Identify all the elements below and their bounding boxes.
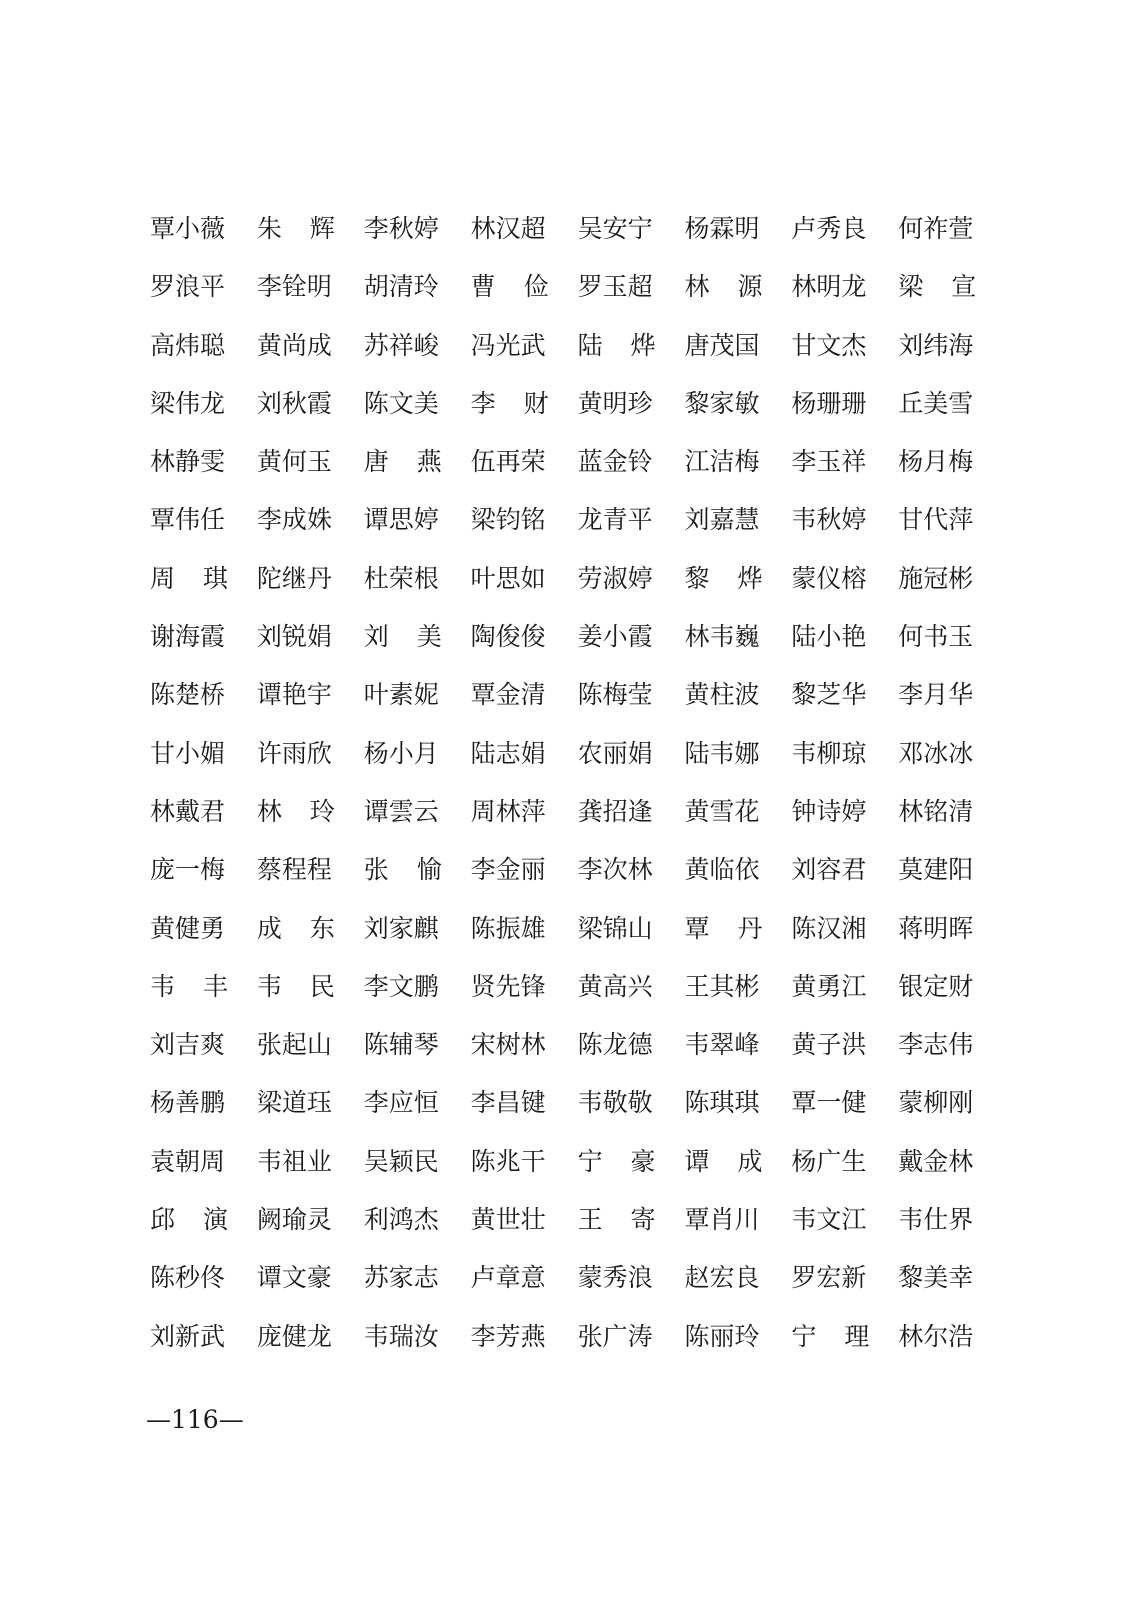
name-entry: 宋树林 xyxy=(470,1030,546,1060)
name-entry: 李成姝 xyxy=(256,505,332,535)
name-entry: 杨珊珊 xyxy=(791,388,867,418)
name-entry: 谭雲云 xyxy=(363,796,439,826)
name-entry: 刘新武 xyxy=(150,1321,226,1351)
name-entry: 刘秋霞 xyxy=(256,388,332,418)
name-entry: 陈丽玲 xyxy=(684,1321,760,1351)
name-entry: 陈琪琪 xyxy=(684,1088,760,1118)
name-entry: 叶思如 xyxy=(470,563,546,593)
name-entry: 宁 理 xyxy=(791,1321,870,1351)
name-entry: 丘美雪 xyxy=(898,388,974,418)
name-entry: 谭 成 xyxy=(684,1146,763,1176)
name-entry: 何书玉 xyxy=(898,622,974,652)
name-entry: 韦文江 xyxy=(791,1205,867,1235)
name-entry: 林汉超 xyxy=(470,214,546,243)
name-entry: 邱 演 xyxy=(150,1205,228,1235)
name-entry: 陈文美 xyxy=(363,388,439,418)
name-entry: 陈龙德 xyxy=(577,1030,653,1060)
name-entry: 甘小媚 xyxy=(150,738,226,768)
name-entry: 江洁梅 xyxy=(684,447,760,477)
name-entry: 陀继丹 xyxy=(256,563,332,593)
name-entry: 朱 辉 xyxy=(256,214,335,243)
name-entry: 李玉祥 xyxy=(791,447,867,477)
name-entry: 钟诗婷 xyxy=(791,796,867,826)
name-entry: 银定财 xyxy=(898,971,974,1001)
name-entry: 韦翠峰 xyxy=(684,1030,760,1060)
name-entry: 伍再荣 xyxy=(470,447,546,477)
name-entry: 谭思婷 xyxy=(363,505,439,535)
name-entry: 利鸿杰 xyxy=(363,1205,439,1235)
name-entry: 刘吉爽 xyxy=(150,1030,226,1060)
name-entry: 贤先锋 xyxy=(470,971,546,1001)
name-entry: 龙青平 xyxy=(577,505,653,535)
name-entry: 韦 民 xyxy=(256,971,335,1001)
name-entry: 覃 丹 xyxy=(684,913,763,943)
name-entry: 蓝金铃 xyxy=(577,447,653,477)
name-entry: 苏家志 xyxy=(363,1263,439,1293)
name-entry: 周林萍 xyxy=(470,796,546,826)
name-entry: 梁 宣 xyxy=(898,272,977,302)
name-entry: 黎芝华 xyxy=(791,680,867,710)
name-entry: 梁伟龙 xyxy=(150,388,226,418)
name-entry: 施冠彬 xyxy=(898,563,974,593)
name-entry: 覃伟任 xyxy=(150,505,226,535)
name-entry: 梁锦山 xyxy=(577,913,653,943)
name-entry: 李 财 xyxy=(470,388,549,418)
name-entry: 覃一健 xyxy=(791,1088,867,1118)
name-entry: 冯光武 xyxy=(470,330,546,360)
name-entry: 宁 豪 xyxy=(577,1146,656,1176)
name-entry: 刘锐娟 xyxy=(256,622,332,652)
name-entry: 李金丽 xyxy=(470,855,546,885)
name-entry: 黎 烨 xyxy=(684,563,763,593)
name-entry: 陈楚桥 xyxy=(150,680,226,710)
name-entry: 梁钧铭 xyxy=(470,505,546,535)
name-entry: 韦柳琼 xyxy=(791,738,867,768)
name-entry: 韦 丰 xyxy=(150,971,228,1001)
name-entry: 王其彬 xyxy=(684,971,760,1001)
name-entry: 李次林 xyxy=(577,855,653,885)
name-entry: 叶素妮 xyxy=(363,680,439,710)
name-entry: 袁朝周 xyxy=(150,1146,226,1176)
name-entry: 杨善鹏 xyxy=(150,1088,226,1118)
name-list xyxy=(150,200,1005,1366)
name-entry: 李昌键 xyxy=(470,1088,546,1118)
name-entry: 卢秀良 xyxy=(791,214,867,243)
name-entry: 成 东 xyxy=(256,913,335,943)
name-entry: 陈汉湘 xyxy=(791,913,867,943)
name-entry: 劳淑婷 xyxy=(577,563,653,593)
name-entry: 戴金林 xyxy=(898,1146,974,1176)
name-entry: 刘容君 xyxy=(791,855,867,885)
name-entry: 韦瑞汝 xyxy=(363,1321,439,1351)
name-entry: 杜荣根 xyxy=(363,563,439,593)
name-entry: 李志伟 xyxy=(898,1030,974,1060)
name-entry: 赵宏良 xyxy=(684,1263,760,1293)
name-entry: 张起山 xyxy=(256,1030,332,1060)
name-entry: 陈秒佟 xyxy=(150,1263,226,1293)
name-entry: 梁道珏 xyxy=(256,1088,332,1118)
name-entry: 李文鹏 xyxy=(363,971,439,1001)
name-entry: 林静雯 xyxy=(150,447,226,477)
name-entry: 黎家敏 xyxy=(684,388,760,418)
name-entry: 黄临依 xyxy=(684,855,760,885)
name-entry: 陶俊俊 xyxy=(470,622,546,652)
name-entry: 蒋明晖 xyxy=(898,913,974,943)
name-entry: 王 寄 xyxy=(577,1205,656,1235)
name-entry: 甘代萍 xyxy=(898,505,974,535)
name-entry: 杨月梅 xyxy=(898,447,974,477)
name-entry: 刘嘉慧 xyxy=(684,505,760,535)
name-entry: 罗玉超 xyxy=(577,272,653,302)
name-entry: 陈振雄 xyxy=(470,913,546,943)
name-entry: 林 玲 xyxy=(256,796,335,826)
name-entry: 黄何玉 xyxy=(256,447,332,477)
name-entry: 杨广生 xyxy=(791,1146,867,1176)
name-entry: 黄尚成 xyxy=(256,330,332,360)
name-entry: 黄健勇 xyxy=(150,913,226,943)
name-entry: 覃金清 xyxy=(470,680,546,710)
name-entry: 唐茂国 xyxy=(684,330,760,360)
name-entry: 黎美幸 xyxy=(898,1263,974,1293)
name-entry: 何祚萱 xyxy=(898,214,974,243)
name-entry: 陈梅莹 xyxy=(577,680,653,710)
name-entry: 吴安宁 xyxy=(577,214,653,243)
name-entry: 刘 美 xyxy=(363,622,442,652)
name-entry: 李应恒 xyxy=(363,1088,439,1118)
name-entry: 林戴君 xyxy=(150,796,226,826)
name-entry: 曹 俭 xyxy=(470,272,549,302)
name-entry: 谭文豪 xyxy=(256,1263,332,1293)
name-entry: 覃小薇 xyxy=(150,214,226,243)
name-entry: 刘纬海 xyxy=(898,330,974,360)
name-entry: 林 源 xyxy=(684,272,763,302)
name-entry: 吴颖民 xyxy=(363,1146,439,1176)
name-entry: 杨小月 xyxy=(363,738,439,768)
name-entry: 农丽娟 xyxy=(577,738,653,768)
name-entry: 苏祥峻 xyxy=(363,330,439,360)
name-entry: 李秋婷 xyxy=(363,214,439,243)
name-entry: 胡清玲 xyxy=(363,272,439,302)
name-entry: 蒙仪榕 xyxy=(791,563,867,593)
name-entry: 黄子洪 xyxy=(791,1030,867,1060)
name-entry: 陈辅琴 xyxy=(363,1030,439,1060)
name-entry: 黄世壮 xyxy=(470,1205,546,1235)
name-entry: 陆志娟 xyxy=(470,738,546,768)
name-entry: 刘家麒 xyxy=(363,913,439,943)
page-number: —116— xyxy=(146,1405,244,1434)
name-entry: 卢章意 xyxy=(470,1263,546,1293)
name-entry: 黄勇江 xyxy=(791,971,867,1001)
name-entry: 许雨欣 xyxy=(256,738,332,768)
name-entry: 庞健龙 xyxy=(256,1321,332,1351)
name-entry: 莫建阳 xyxy=(898,855,974,885)
name-entry: 甘文杰 xyxy=(791,330,867,360)
name-entry: 李铨明 xyxy=(256,272,332,302)
name-entry: 林尔浩 xyxy=(898,1321,974,1351)
name-entry: 覃肖川 xyxy=(684,1205,760,1235)
name-entry: 李月华 xyxy=(898,680,974,710)
name-entry: 邓冰冰 xyxy=(898,738,974,768)
name-entry: 林明龙 xyxy=(791,272,867,302)
name-entry: 张广涛 xyxy=(577,1321,653,1351)
name-entry: 周 琪 xyxy=(150,563,228,593)
name-entry: 黄明珍 xyxy=(577,388,653,418)
name-entry: 张 愉 xyxy=(363,855,442,885)
name-entry: 韦敬敬 xyxy=(577,1088,653,1118)
name-entry: 韦仕界 xyxy=(898,1205,974,1235)
name-entry: 韦祖业 xyxy=(256,1146,332,1176)
name-entry: 黄柱波 xyxy=(684,680,760,710)
name-entry: 高炜聪 xyxy=(150,330,226,360)
name-entry: 唐 燕 xyxy=(363,447,442,477)
name-entry: 陆小艳 xyxy=(791,622,867,652)
name-entry: 陈兆干 xyxy=(470,1146,546,1176)
name-entry: 蒙柳刚 xyxy=(898,1088,974,1118)
name-entry: 龚招逢 xyxy=(577,796,653,826)
name-entry: 谢海霞 xyxy=(150,622,226,652)
name-entry: 罗宏新 xyxy=(791,1263,867,1293)
name-entry: 罗浪平 xyxy=(150,272,226,302)
name-entry: 黄高兴 xyxy=(577,971,653,1001)
name-entry: 李芳燕 xyxy=(470,1321,546,1351)
name-entry: 林韦巍 xyxy=(684,622,760,652)
name-entry: 谭艳宇 xyxy=(256,680,332,710)
name-entry: 林铭清 xyxy=(898,796,974,826)
name-entry: 庞一梅 xyxy=(150,855,226,885)
name-entry: 陆 烨 xyxy=(577,330,656,360)
name-entry: 黄雪花 xyxy=(684,796,760,826)
name-entry: 蔡程程 xyxy=(256,855,332,885)
name-entry: 阙瑜灵 xyxy=(256,1205,332,1235)
name-entry: 蒙秀浪 xyxy=(577,1263,653,1293)
name-entry: 姜小霞 xyxy=(577,622,653,652)
name-entry: 韦秋婷 xyxy=(791,505,867,535)
name-entry: 陆韦娜 xyxy=(684,738,760,768)
name-entry: 杨霖明 xyxy=(684,214,760,243)
